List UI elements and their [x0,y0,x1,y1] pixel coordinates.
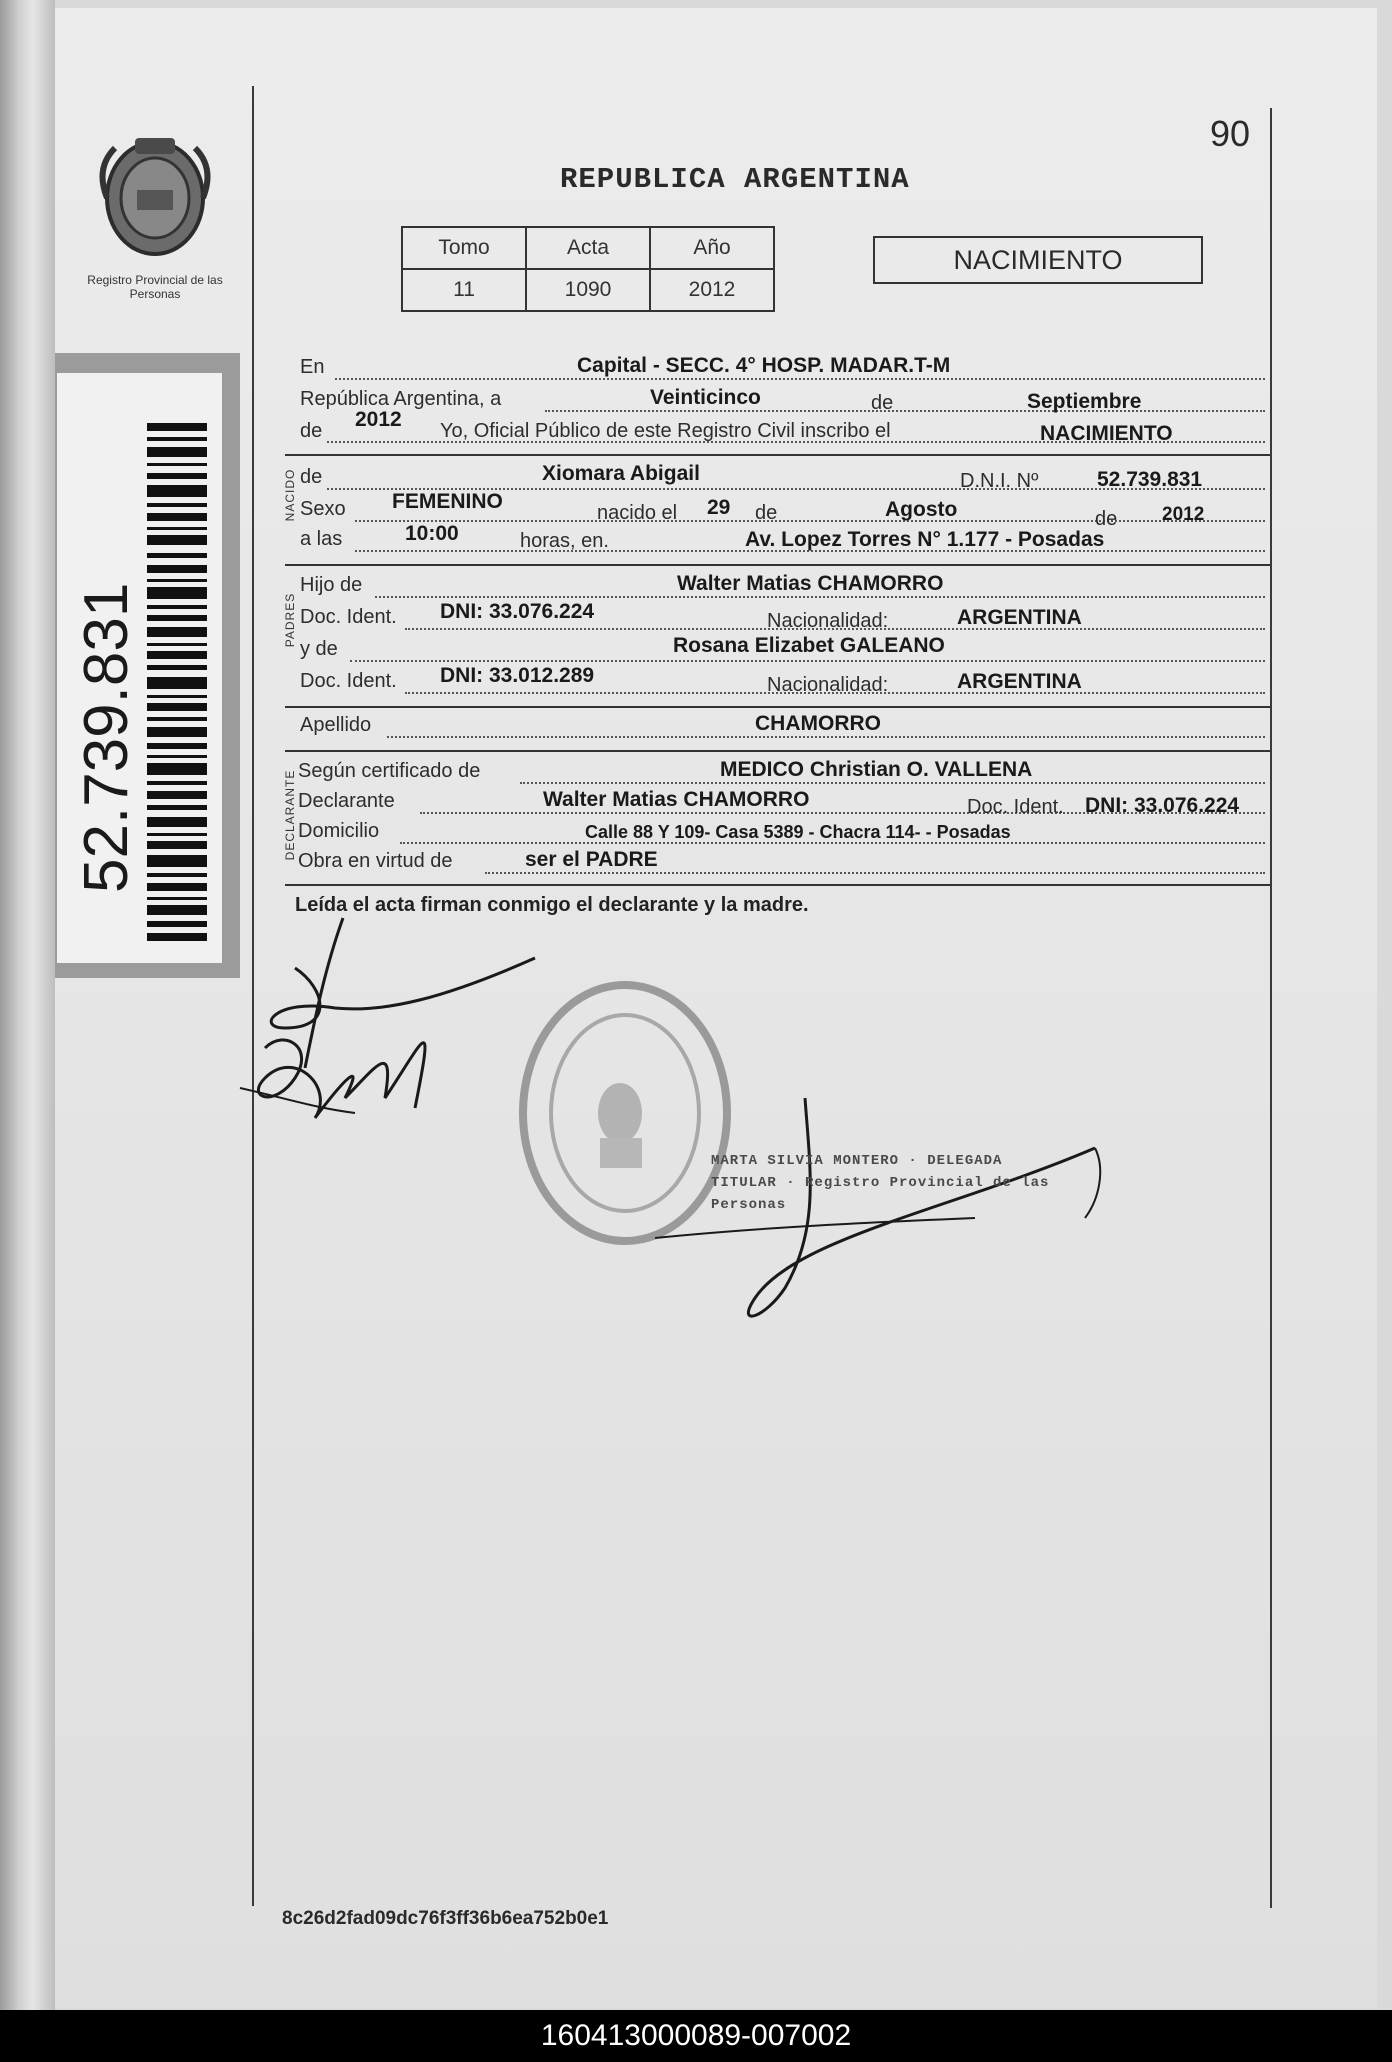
left-page-edge [0,0,55,2010]
section-rule [285,454,1270,456]
record-header-anio: Año [650,227,774,269]
section-rule [285,564,1270,566]
barcode-icon [147,423,207,943]
republica-label: República Argentina, a [300,388,502,410]
page-number: 90 [1210,113,1251,154]
footer-bar [0,2010,1392,2062]
section-rule [285,884,1270,886]
record-header-acta: Acta [526,227,650,269]
record-value-acta: 1090 [526,269,650,311]
dotted-line [350,660,1265,662]
mes-value: Septiembre [1027,390,1142,413]
section-label-declarante: DECLARANTE [283,769,297,861]
a-las-label: a las [300,528,343,550]
certificado-value: MEDICO Christian O. VALLENA [720,758,1033,781]
record-header-tomo: Tomo [402,227,526,269]
emblem-icon [85,128,225,268]
obra-value: ser el PADRE [525,848,658,871]
section-rule [285,706,1270,708]
footer-code: 160413000089-007002 [540,2019,852,2052]
nacido-el-label: nacido el [597,502,678,524]
domicilio-value: Calle 88 Y 109- Casa 5389 - Chacra 114- - Posadas [585,822,1011,842]
de-anio-label: de [1095,508,1118,530]
barcode-frame [55,353,240,978]
madre-nac-label: Nacionalidad: [767,674,889,696]
closing-text: Leída el acta firman conmigo el declarante y la madre. [295,894,809,916]
apellido-value: CHAMORRO [755,712,881,735]
madre-doc-label: Doc. Ident. [300,670,397,692]
hora-value: 10:00 [405,522,459,545]
right-margin-line [1270,108,1272,1908]
segun-label: Según certificado de [298,760,481,782]
declarante-doc-label: Doc. Ident. [967,796,1064,818]
nac-anio-value: 2012 [1162,504,1205,525]
country-title: REPUBLICA ARGENTINA [560,163,910,196]
dni-label: D.N.I. Nº [960,470,1039,492]
sexo-label: Sexo [300,498,346,520]
sexo-value: FEMENINO [392,490,503,513]
declarante-doc-value: DNI: 33.076.224 [1085,794,1240,817]
hash-code: 8c26d2fad09dc76f3ff36b6ea752b0e1 [282,1908,609,1929]
dia-value: Veinticinco [650,386,761,409]
yo-text: Yo, Oficial Público de este Registro Civil inscribo el [440,420,891,442]
official-stamp-text: MARTA SILVIA MONTERO · DELEGADA TITULAR · Registro Provincial de las Personas [711,1153,1050,1213]
apellido-label: Apellido [300,714,372,736]
inscribo-value: NACIMIENTO [1040,422,1173,445]
record-type-box: NACIMIENTO [873,236,1203,284]
lugar-value: Av. Lopez Torres N° 1.177 - Posadas [745,528,1105,551]
padre-nac-label: Nacionalidad: [767,610,889,632]
record-value-anio: 2012 [650,269,774,311]
hijo-de-label: Hijo de [300,574,363,596]
dotted-line [335,378,1265,380]
madre-nac-value: ARGENTINA [957,670,1082,693]
province-emblem [85,128,225,308]
record-value-tomo: 11 [402,269,526,311]
dotted-line [375,596,1265,598]
declarante-value: Walter Matias CHAMORRO [543,788,810,811]
de-label: de [871,392,894,414]
document-page [55,8,1377,2008]
nac-dia-value: 29 [707,496,731,519]
dotted-line [355,520,1265,522]
dni-value: 52.739.831 [1097,468,1203,491]
horas-en-label: horas, en. [520,530,609,552]
section-label-padres: PADRES [283,592,297,648]
de-mes-label: de [755,502,778,524]
y-de-label: y de [300,638,338,660]
barcode-label [57,373,222,963]
section-rule [285,750,1270,752]
padre-value: Walter Matias CHAMORRO [677,572,944,595]
dotted-line [545,410,1265,412]
anio-value: 2012 [355,408,402,431]
emblem-caption: Registro Provincial de las Personas [87,273,223,301]
nombre-value: Xiomara Abigail [542,462,700,485]
padre-doc-label: Doc. Ident. [300,606,397,628]
madre-doc-value: DNI: 33.012.289 [440,664,595,687]
section-label-nacido: NACIDO [283,468,297,522]
dotted-line [387,736,1265,738]
record-table [401,226,775,312]
de-nombre-label: de [300,466,323,488]
madre-value: Rosana Elizabet GALEANO [673,634,945,657]
dotted-line [520,782,1265,784]
en-label: En [300,356,325,378]
barcode-number: 52.739.831 [72,582,141,893]
obra-label: Obra en virtud de [298,850,453,872]
en-value: Capital - SECC. 4° HOSP. MADAR.T-M [577,354,951,377]
domicilio-label: Domicilio [298,820,380,842]
declarante-label: Declarante [298,790,395,812]
padre-nac-value: ARGENTINA [957,606,1082,629]
padre-doc-value: DNI: 33.076.224 [440,600,595,623]
dotted-line [485,872,1265,874]
nac-mes-value: Agosto [885,498,958,521]
de2-label: de [300,420,323,442]
